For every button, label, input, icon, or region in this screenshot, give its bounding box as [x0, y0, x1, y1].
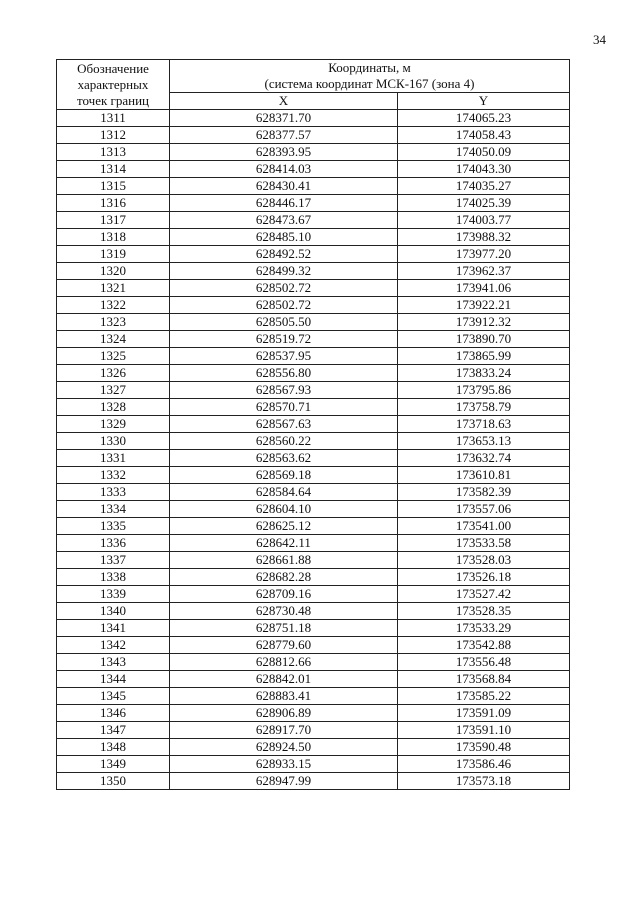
- x-coordinate-cell: 628556.80: [170, 365, 398, 382]
- x-coordinate-cell: 628563.62: [170, 450, 398, 467]
- y-coordinate-cell: 174050.09: [398, 144, 570, 161]
- y-coordinate-cell: 173526.18: [398, 569, 570, 586]
- x-coordinate-cell: 628567.93: [170, 382, 398, 399]
- x-coordinate-cell: 628569.18: [170, 467, 398, 484]
- point-id-cell: 1317: [57, 212, 170, 229]
- header-coordinate-system: (система координат МСК-167 (зона 4): [264, 76, 475, 91]
- point-id-cell: 1318: [57, 229, 170, 246]
- table-row: [57, 552, 570, 569]
- x-coordinate-cell: 628414.03: [170, 161, 398, 178]
- table-row: [57, 535, 570, 552]
- point-id-cell: 1334: [57, 501, 170, 518]
- x-coordinate-cell: 628642.11: [170, 535, 398, 552]
- x-coordinate-cell: 628625.12: [170, 518, 398, 535]
- y-coordinate-cell: 173988.32: [398, 229, 570, 246]
- point-id-cell: 1348: [57, 739, 170, 756]
- table-header: [57, 60, 570, 110]
- point-id-cell: 1323: [57, 314, 170, 331]
- table-row: [57, 416, 570, 433]
- y-coordinate-cell: 173533.58: [398, 535, 570, 552]
- header-point-line-1: Обозначение: [77, 60, 149, 76]
- table-row: [57, 212, 570, 229]
- x-coordinate-cell: 628709.16: [170, 586, 398, 603]
- table-row: [57, 144, 570, 161]
- header-coordinates: [170, 60, 570, 93]
- y-coordinate-cell: 174058.43: [398, 127, 570, 144]
- x-coordinate-cell: 628604.10: [170, 501, 398, 518]
- table-row: [57, 450, 570, 467]
- point-id-cell: 1337: [57, 552, 170, 569]
- x-coordinate-cell: 628751.18: [170, 620, 398, 637]
- x-coordinate-cell: 628842.01: [170, 671, 398, 688]
- x-coordinate-cell: 628812.66: [170, 654, 398, 671]
- y-coordinate-cell: 173528.03: [398, 552, 570, 569]
- table-row: [57, 365, 570, 382]
- x-coordinate-cell: 628430.41: [170, 178, 398, 195]
- table-row: [57, 161, 570, 178]
- y-coordinate-cell: 173758.79: [398, 399, 570, 416]
- x-coordinate-cell: 628933.15: [170, 756, 398, 773]
- point-id-cell: 1331: [57, 450, 170, 467]
- y-coordinate-cell: 174003.77: [398, 212, 570, 229]
- table-row: [57, 399, 570, 416]
- y-coordinate-cell: 173795.86: [398, 382, 570, 399]
- y-coordinate-cell: 173590.48: [398, 739, 570, 756]
- point-id-cell: 1316: [57, 195, 170, 212]
- header-y: Y: [398, 93, 570, 110]
- point-id-cell: 1350: [57, 773, 170, 790]
- point-id-cell: 1313: [57, 144, 170, 161]
- point-id-cell: 1336: [57, 535, 170, 552]
- x-coordinate-cell: 628682.28: [170, 569, 398, 586]
- table-row: [57, 603, 570, 620]
- x-coordinate-cell: 628570.71: [170, 399, 398, 416]
- table-row: [57, 773, 570, 790]
- y-coordinate-cell: 173833.24: [398, 365, 570, 382]
- table-row: [57, 110, 570, 127]
- x-coordinate-cell: 628485.10: [170, 229, 398, 246]
- point-id-cell: 1324: [57, 331, 170, 348]
- table-row: [57, 467, 570, 484]
- y-coordinate-cell: 173610.81: [398, 467, 570, 484]
- table-row: [57, 127, 570, 144]
- table-row: [57, 246, 570, 263]
- x-coordinate-cell: 628560.22: [170, 433, 398, 450]
- table-row: [57, 518, 570, 535]
- table-row: [57, 705, 570, 722]
- y-coordinate-cell: 173922.21: [398, 297, 570, 314]
- point-id-cell: 1325: [57, 348, 170, 365]
- table-row: [57, 178, 570, 195]
- x-coordinate-cell: 628537.95: [170, 348, 398, 365]
- table-row: [57, 433, 570, 450]
- point-id-cell: 1330: [57, 433, 170, 450]
- x-coordinate-cell: 628505.50: [170, 314, 398, 331]
- header-coordinates-title: Координаты, м: [328, 60, 411, 75]
- y-coordinate-cell: 173586.46: [398, 756, 570, 773]
- coordinates-table: [56, 59, 570, 790]
- point-id-cell: 1346: [57, 705, 170, 722]
- y-coordinate-cell: 173591.10: [398, 722, 570, 739]
- header-point-designation: [57, 60, 170, 110]
- table-row: [57, 297, 570, 314]
- y-coordinate-cell: 173912.32: [398, 314, 570, 331]
- y-coordinate-cell: 173527.42: [398, 586, 570, 603]
- point-id-cell: 1321: [57, 280, 170, 297]
- x-coordinate-cell: 628924.50: [170, 739, 398, 756]
- table-row: [57, 314, 570, 331]
- x-coordinate-cell: 628473.67: [170, 212, 398, 229]
- y-coordinate-cell: 173557.06: [398, 501, 570, 518]
- header-point-line-2: характерных: [77, 76, 149, 92]
- x-coordinate-cell: 628446.17: [170, 195, 398, 212]
- page-number: 34: [593, 32, 606, 47]
- x-coordinate-cell: 628502.72: [170, 280, 398, 297]
- y-coordinate-cell: 173941.06: [398, 280, 570, 297]
- point-id-cell: 1349: [57, 756, 170, 773]
- x-coordinate-cell: 628567.63: [170, 416, 398, 433]
- y-coordinate-cell: 173890.70: [398, 331, 570, 348]
- table-row: [57, 382, 570, 399]
- y-coordinate-cell: 173591.09: [398, 705, 570, 722]
- x-coordinate-cell: 628584.64: [170, 484, 398, 501]
- y-coordinate-cell: 173653.13: [398, 433, 570, 450]
- y-coordinate-cell: 174035.27: [398, 178, 570, 195]
- x-coordinate-cell: 628730.48: [170, 603, 398, 620]
- x-coordinate-cell: 628519.72: [170, 331, 398, 348]
- y-coordinate-cell: 174025.39: [398, 195, 570, 212]
- point-id-cell: 1341: [57, 620, 170, 637]
- x-coordinate-cell: 628883.41: [170, 688, 398, 705]
- x-coordinate-cell: 628492.52: [170, 246, 398, 263]
- y-coordinate-cell: 173962.37: [398, 263, 570, 280]
- point-id-cell: 1335: [57, 518, 170, 535]
- point-id-cell: 1320: [57, 263, 170, 280]
- x-coordinate-cell: 628393.95: [170, 144, 398, 161]
- x-coordinate-cell: 628917.70: [170, 722, 398, 739]
- point-id-cell: 1342: [57, 637, 170, 654]
- y-coordinate-cell: 173533.29: [398, 620, 570, 637]
- point-id-cell: 1344: [57, 671, 170, 688]
- point-id-cell: 1322: [57, 297, 170, 314]
- x-coordinate-cell: 628661.88: [170, 552, 398, 569]
- point-id-cell: 1328: [57, 399, 170, 416]
- y-coordinate-cell: 173556.48: [398, 654, 570, 671]
- table-row: [57, 569, 570, 586]
- point-id-cell: 1332: [57, 467, 170, 484]
- x-coordinate-cell: 628371.70: [170, 110, 398, 127]
- table-row: [57, 671, 570, 688]
- y-coordinate-cell: 173582.39: [398, 484, 570, 501]
- point-id-cell: 1319: [57, 246, 170, 263]
- point-id-cell: 1327: [57, 382, 170, 399]
- point-id-cell: 1343: [57, 654, 170, 671]
- table-row: [57, 654, 570, 671]
- y-coordinate-cell: 173573.18: [398, 773, 570, 790]
- point-id-cell: 1340: [57, 603, 170, 620]
- y-coordinate-cell: 173585.22: [398, 688, 570, 705]
- point-id-cell: 1329: [57, 416, 170, 433]
- table-row: [57, 331, 570, 348]
- y-coordinate-cell: 174043.30: [398, 161, 570, 178]
- point-id-cell: 1315: [57, 178, 170, 195]
- table-row: [57, 280, 570, 297]
- table-row: [57, 739, 570, 756]
- y-coordinate-cell: 173542.88: [398, 637, 570, 654]
- x-coordinate-cell: 628499.32: [170, 263, 398, 280]
- y-coordinate-cell: 173568.84: [398, 671, 570, 688]
- y-coordinate-cell: 173541.00: [398, 518, 570, 535]
- y-coordinate-cell: 173718.63: [398, 416, 570, 433]
- x-coordinate-cell: 628502.72: [170, 297, 398, 314]
- header-x: X: [170, 93, 398, 110]
- table-row: [57, 229, 570, 246]
- header-point-line-3: точек границ: [76, 92, 150, 108]
- table-row: [57, 688, 570, 705]
- point-id-cell: 1339: [57, 586, 170, 603]
- point-id-cell: 1345: [57, 688, 170, 705]
- x-coordinate-cell: 628947.99: [170, 773, 398, 790]
- table-row: [57, 586, 570, 603]
- x-coordinate-cell: 628906.89: [170, 705, 398, 722]
- table-row: [57, 263, 570, 280]
- table-row: [57, 348, 570, 365]
- table-row: [57, 484, 570, 501]
- y-coordinate-cell: 173977.20: [398, 246, 570, 263]
- point-id-cell: 1312: [57, 127, 170, 144]
- y-coordinate-cell: 173632.74: [398, 450, 570, 467]
- point-id-cell: 1311: [57, 110, 170, 127]
- point-id-cell: 1338: [57, 569, 170, 586]
- table-row: [57, 722, 570, 739]
- point-id-cell: 1347: [57, 722, 170, 739]
- table-body: [57, 110, 570, 790]
- point-id-cell: 1326: [57, 365, 170, 382]
- point-id-cell: 1333: [57, 484, 170, 501]
- table-row: [57, 637, 570, 654]
- table-row: [57, 195, 570, 212]
- table-row: [57, 756, 570, 773]
- y-coordinate-cell: 174065.23: [398, 110, 570, 127]
- x-coordinate-cell: 628779.60: [170, 637, 398, 654]
- table-row: [57, 620, 570, 637]
- x-coordinate-cell: 628377.57: [170, 127, 398, 144]
- table-row: [57, 501, 570, 518]
- y-coordinate-cell: 173865.99: [398, 348, 570, 365]
- y-coordinate-cell: 173528.35: [398, 603, 570, 620]
- point-id-cell: 1314: [57, 161, 170, 178]
